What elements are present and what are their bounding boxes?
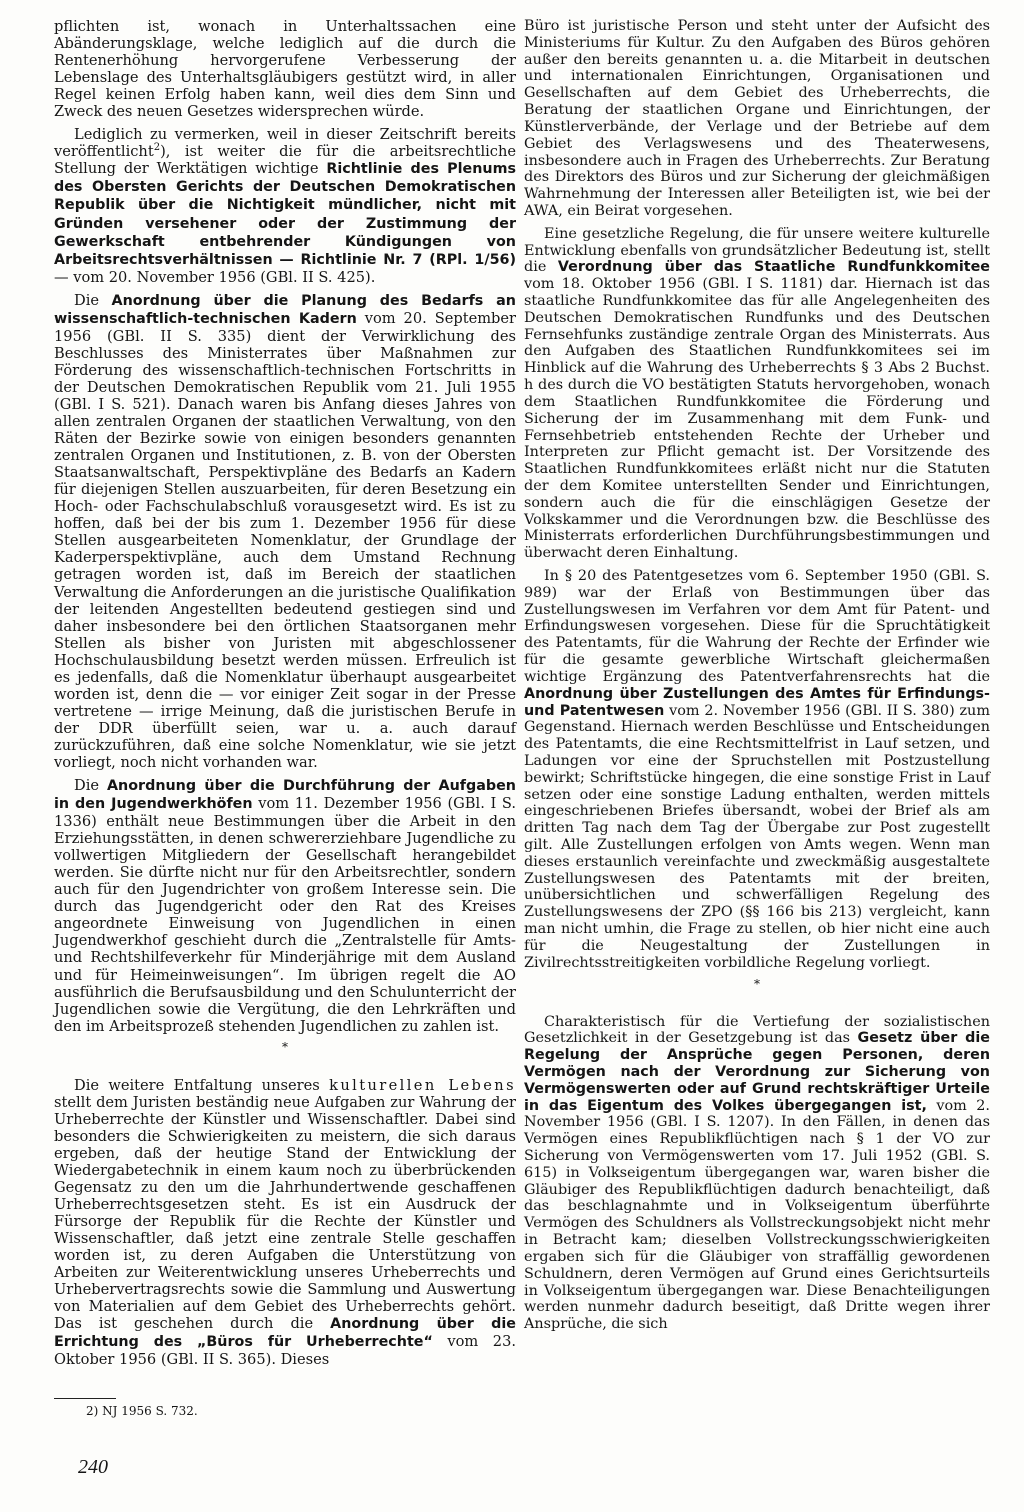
paragraph — [54, 1077, 516, 1369]
bold-title: Richtlinie des Plenums des Obersten Gerichts der Deutschen Demokratischen Republik über die Nichtigkeit mündlicher, nicht mit Gründen versehener oder der Zustimmung der Gewerkschaft entbehrender Kündigungen von Arbeitsrechtsverhältnissen — Richtlinie Nr. 7 (RPl. 1/56) — [54, 161, 516, 268]
paragraph — [524, 226, 990, 562]
spaced-text: kulturellen Lebens — [329, 1076, 516, 1094]
text: Charakteristisch für die Vertiefung der sozialistischen Gesetzlichkeit in der Gesetzgebung ist das — [524, 1013, 990, 1047]
text: vom 11. Dezember 1956 (GBl. I S. 1336) enthält neue Bestimmungen über die Arbeit in den Erziehungsstätten, in denen schwererziehbare Jugendliche zu vollwertigen Mitgliedern der Gesellschaft herangebildet werden. Sie dürfte nicht nur für den Arbeitsrechtler, sondern auch für den Jugendrichter von großem Interesse sein. Die durch das Jugendgericht oder den Rat des Kreises angeordnete Einweisung von Jugendlichen in einen Jugendwerkhof geschieht durch die „Zentralstelle für Amts- und Rechtshilfeverkehr für Minderjährige mit dem Ausland und für Heimeinweisungen“. Im übrigen regelt die AO ausführlich die Berufsausbildung und den Schulunterricht der Jugendlichen sowie die Vergütung, die den Lehrkräften und den im Arbeitsprozeß stehenden Jugendlichen zu zahlen ist. — [54, 795, 516, 1035]
text: stellt dem Juristen beständig neue Aufgaben zur Wahrung der Urheberrechte der Künstler und Wissenschaftler. Dabei sind besonders die Schwierigkeiten zu meistern, die sich daraus ergeben, daß der heutige Stand der Entwicklung der Wiedergabetechnik in einem kaum noch zu überbrückenden Gegensatz zu den um die Jahrhundertwende geschaffenen Urheberrechtsgesetzen steht. Es ist ein Ausdruck der Fürsorge der Republik für die Rechte der Künstler und Wissenschaftler, daß jetzt eine zentrale Stelle geschaffen worden ist, zu deren Aufgaben die Unterstützung von Arbeiten zur Weiterentwicklung unseres Urheberrechts und Urhebervertragsrechts sowie die Sammlung und Auswertung von Materialien auf dem Gebiet des Urheberrechts gehört. Das ist geschehen durch die — [54, 1093, 516, 1333]
footnote-rule — [54, 1398, 116, 1399]
text: vom 23. Oktober 1956 (GBl. II S. 365). Dieses — [54, 1333, 516, 1369]
paragraph — [524, 1014, 990, 1333]
text: ), ist weiter die für die arbeitsrechtliche Stellung der Werktätigen wichtige — [54, 143, 516, 178]
paragraph: Büro ist juristische Person und steht unter der Aufsicht des Ministeriums für Kultur. Zu den Aufgaben des Büros gehören außer den bereits genannten u. a. die Mitarbeit in deutschen und internationalen Einrichtungen, Organisationen und Gesellschaften auf dem Gebiet des Urheberrechts, die Beratung der staatlichen Organe und Einrichtungen, der Künstlerverbände, der Verlage und der Betriebe auf dem Gebiet des Verlagswesens und des Theaterwesens, insbesondere auch in Fragen des Urheberrechts. Zur Beratung des Direktors des Büros und zur Sicherung der gleichmäßigen Wahrnehmung der Interessen aller Beteiligten ist, wie bei der AWA, ein Beirat vorgesehen. — [524, 18, 990, 219]
bold-title: Verordnung über das Staatliche Rundfunkkomitee — [557, 259, 990, 276]
text: — vom 20. November 1956 (GBl. II S. 425). — [54, 268, 376, 286]
text: Die — [74, 777, 107, 795]
left-column — [54, 18, 516, 1375]
text: Die — [74, 291, 112, 309]
paragraph — [524, 568, 990, 972]
text: vom 2. November 1956 (GBl. II S. 380) zum Gegenstand. Hiernach werden Beschlüsse und Entscheidungen des Patentamts, die eine Rechtsmittelfrist in Lauf setzen, und Ladungen vor eine der Spruchstellen mit Postzustellung bewirkt; Schriftstücke hingegen, die eine sonstige Frist in Lauf setzen oder eine sonstige Ladung enthalten, werden mittels eingeschriebenen Briefes übersandt, wobei der Brief als am dritten Tag nach dem Tag der Übergabe zur Post zugestellt gilt. Alle Zustellungen erfolgen von Amts wegen. Wenn man dieses erstaunlich vereinfachte und zweckmäßig ausgestaltete Zustellungswesen des Patentamts mit der breiten, unübersichtlichen und schwerfälligen Regelung des Zustellungswesens der ZPO (§§ 166 bis 213) vergleicht, kann man nicht umhin, die Frage zu stellen, ob hier nicht eine auch für die Neugestaltung der Zustellungen in Zivilrechtsstreitigkeiten vorbildliche Regelung vorliegt. — [524, 702, 990, 971]
text: vom 20. September 1956 (GBl. II S. 335) dient der Verwirklichung des Beschlusses des Ministerrates über Maßnahmen zur Förderung des wissenschaftlich-technischen Fortschritts in der Deutschen Demokratischen Republik vom 21. Juli 1955 (GBl. I S. 521). Danach waren bis Anfang dieses Jahres von allen zentralen Organen der staatlichen Verwaltung, von den Räten der Bezirke sowie von einigen besonders genannten zentralen Organen und Institutionen, z. B. von der Obersten Staatsanwaltschaft, Perspektivpläne des Bedarfs an Kadern für diejenigen Stellen auszuarbeiten, für deren Besetzung ein Hoch- oder Fachschulabschluß vorausgesetzt wird. Es ist zu hoffen, daß bei der bis zum 1. Dezember 1956 für diese Stellen ausgearbeiteten Nomenklatur, der Grundlage der Kaderperspektivpläne, auch dem Umstand Rechnung getragen worden ist, daß im Bereich der staatlichen Verwaltung die Anforderungen an die juristische Qualifikation der leitenden Angestellten bedeutend gestiegen sind und daher insbesondere bei den örtlichen Staatsorganen mehr Stellen als bisher von Juristen mit abgeschlossener Hochschulausbildung besetzt werden müssen. Erfreulich ist es jedenfalls, daß die Nomenklatur überhaupt ausgearbeitet worden ist, denn die — vor einiger Zeit sogar in der Presse vertretene — irrige Meinung, daß die juristischen Berufe in der DDR überfüllt seien, war u. a. auch darauf zurückzuführen, daß eine solche Nomenklatur, wie sie jetzt vorliegt, noch nicht vorhanden war. — [54, 309, 516, 771]
text: Eine gesetzliche Regelung, die für unsere weitere kulturelle Entwicklung ebenfalls von grundsätzlicher Bedeutung ist, stellt die — [524, 225, 990, 276]
text: In § 20 des Patentgesetzes vom 6. September 1950 (GBl. S. 989) war der Erlaß von Bestimmungen über das Zustellungswesen im Verfahren vor dem Amt für Patent- und Erfindungswesen vorgesehen. Diese für die Spruchtätigkeit des Patentamts, für die Wahrung der Rechte der Erfinder wie für die gesamte gewerbliche Wirtschaft gleichermaßen wichtige Ergänzung des Patentverfahrensrechts hat die — [524, 568, 990, 685]
paragraph — [54, 292, 516, 771]
right-column — [524, 18, 990, 1339]
bold-title: Anordnung über die Planung des Bedarfs an wissenschaftlich-technischen Kadern — [54, 292, 516, 327]
bold-title: Anordnung über die Errichtung des „Büros für Urheberrechte“ — [54, 1316, 516, 1351]
bold-title: Anordnung über die Durchführung der Aufgaben in den Jugendwerkhöfen — [54, 778, 516, 813]
text: vom 18. Oktober 1956 (GBl. I S. 1181) dar. Hiernach ist das staatliche Rundfunkkomitee das für alle Angelegenheiten des Deutschen Demokratischen Rundfunks und des Deutschen Fernsehfunks zuständige zentrale Organ des Ministerrats. Aus den Aufgaben des Staatlichen Rundfunkkomitees sei im Hinblick auf die Wahrung des Urheberrechts § 3 Abs 2 Buchst. h des durch die VO bestätigten Statuts hervorgehoben, wonach dem Staatlichen Rundfunkkomitee die Förderung und Sicherung der im Zusammenhang mit dem Funk- und Fernsehbetrieb entstehenden Rechte der Urheber und Interpreten zur Pflicht gemacht ist. Der Vorsitzende des Staatlichen Rundfunkkomitees erläßt nicht nur die Statuten der dem Komitee unterstellten Sender und Einrichtungen, sondern auch die für die einschlägigen Gesetze der Volkskammer und die Verordnungen bzw. die Beschlüsse des Ministerrats erforderlichen Durchführungsbestimmungen und überwacht deren Einhaltung. — [524, 276, 990, 562]
page-number: 240 — [78, 1456, 108, 1478]
section-divider-star: * — [282, 1039, 288, 1054]
text: Lediglich zu vermerken, weil in dieser Zeitschrift bereits veröffentlicht — [54, 126, 516, 161]
section-divider-star: * — [754, 976, 760, 991]
paragraph — [54, 126, 516, 285]
footnote: 2) NJ 1956 S. 732. — [86, 1404, 198, 1418]
paragraph — [54, 777, 516, 1035]
bold-title: Anordnung über Zustellungen des Amtes für Erfindungs- und Patentwesen — [524, 685, 990, 719]
text: Die weitere Entfaltung unseres — [74, 1076, 330, 1094]
footnote-ref: 2 — [153, 142, 161, 154]
bold-title: Gesetz über die Regelung der Ansprüche gegen Personen, deren Vermögen nach der Verordnung zur Sicherung von Vermögenswerten oder auf Grund rechtskräftiger Urteile in das Eigentum des Volkes übergegangen ist, — [524, 1030, 990, 1114]
text: vom 2. November 1956 (GBl. I S. 1207). In den Fällen, in denen das Vermögen eines Republikflüchtigen nach § 1 der VO zur Sicherung von Vermögenswerten vom 17. Juli 1952 (GBl. S. 615) in Volkseigentum übergegangen war, waren bisher die Gläubiger des Republikflüchtigen dadurch benachteiligt, daß das beschlagnahmte und in Volkseigentum überführte Vermögen des Schuldners als Vollstreckungsobjekt nicht mehr in Betracht kam; dieselben Vollstreckungsschwierigkeiten ergaben sich für die Gläubiger von straffällig gewordenen Schuldnern, deren Vermögen auf Grund eines Gerichtsurteils in Volkseigentum übergegangen war. Diese Benachteiligungen werden nunmehr dadurch beseitigt, daß Dritte wegen ihrer Ansprüche, die sich — [524, 1097, 990, 1333]
paragraph: pflichten ist, wonach in Unterhaltssachen eine Abänderungsklage, welche lediglich auf die durch die Rentenerhöhung hervorgerufene Verbesserung der Lebenslage des Unterhaltsgläubigers gestützt wird, in aller Regel keinen Erfolg haben kann, weil dies dem Sinn und Zweck des neuen Gesetzes widersprechen würde. — [54, 18, 516, 121]
